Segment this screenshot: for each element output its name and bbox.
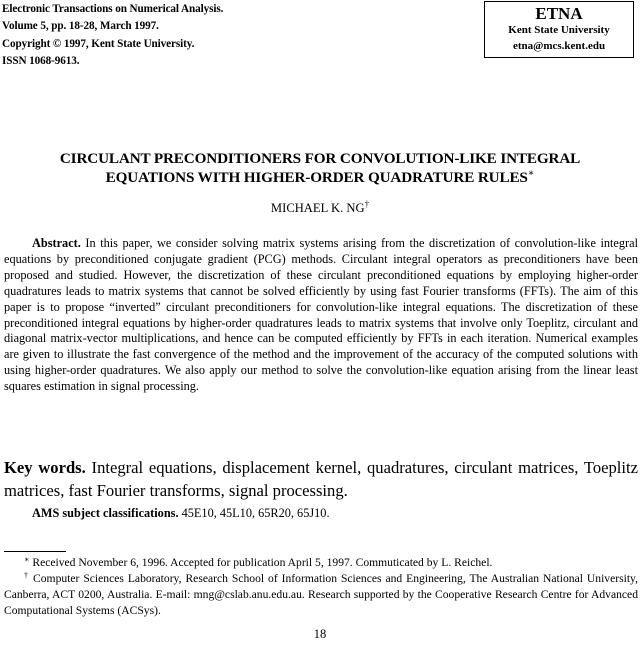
keywords-text: Integral equations, displacement kernel, quadratures, circulant matrices, Toeplitz matrices, fast Fourier transforms, signal processing. [4, 458, 638, 500]
footnote-mark: ∗ [24, 555, 30, 564]
page-number: 18 [313, 627, 327, 641]
paper-title [0, 149, 640, 187]
ams-codes: 45E10, 45L10, 65R20, 65J10. [181, 506, 330, 520]
title-footnote-mark: ∗ [527, 168, 535, 179]
abstract-text: In this paper, we consider solving matrix systems arising from the discretization of convolution-like integral equations by preconditioned conjugate gradient (PCG) methods. Circulant integral operators as preconditioners have been proposed and studied. However, the discretization of these circulant preconditioned equations by employing higher-order quadratures leads to matrix systems that cannot be solved efficiently by using fast Fourier transforms (FFTs). The aim of this paper is to propose “inverted” circulant preconditioners for convolution-like integral equations. The discretization of these preconditioned integral equations by higher-order quadratures leads to matrix systems that involve only Toeplitz, circulant and diagonal matrix-vector multiplications, and hence can be computed efficiently by FFTs in each iteration. Numerical examples are given to illustrate the fast convergence of the method and the improvement of the accuracy of the computed solutions with using higher-order quadratures. We also apply our method to solve the convolution-like equation arising from the linear least squares estimation in signal processing. [4, 236, 639, 394]
footnote-received [4, 555, 638, 571]
paper-title-line1: CIRCULANT PRECONDITIONERS FOR CONVOLUTION-LIKE INTEGRAL [59, 150, 581, 167]
author-line [0, 200, 640, 216]
etna-email: etna@mcs.kent.edu [512, 40, 606, 52]
keywords [4, 457, 638, 502]
journal-info [2, 1, 223, 70]
footnotes [4, 555, 638, 619]
journal-issn-line: ISSN 1068-9613. [2, 54, 80, 67]
journal-volume-line: Volume 5, pp. 18-28, March 1997. [2, 20, 159, 33]
ams-classifications [32, 505, 330, 521]
footnote-divider [4, 551, 66, 552]
footnote-text: Received November 6, 1996. Accepted for publication April 5, 1997. Commuticated by L. Reichel. [32, 556, 493, 569]
footnote-affiliation [4, 571, 638, 619]
etna-university: Kent State University [508, 24, 610, 36]
paper-title-line2: EQUATIONS WITH HIGHER-ORDER QUADRATURE RULES [105, 169, 528, 186]
author-footnote-mark: † [364, 199, 370, 209]
abstract [4, 236, 638, 395]
journal-copyright-line: Copyright © 1997, Kent State University. [2, 37, 195, 50]
abstract-label: Abstract. [32, 236, 81, 250]
paper-title-line2-wrap [0, 168, 640, 187]
journal-name-line: Electronic Transactions on Numerical Analysis. [2, 3, 224, 15]
footnote-mark: † [24, 571, 30, 580]
keywords-label: Key words. [4, 458, 86, 477]
etna-title: ETNA [535, 4, 583, 23]
footnote-text: Computer Sciences Laboratory, Research School of Information Sciences and Engineering, The Australian National University, Canberra, ACT 0200, Australia. E-mail: mng@cslab.anu.edu.au. Research supported by the Cooperative Research Centre for Advanced Computational Systems (ACSys). [4, 572, 639, 617]
ams-label: AMS subject classifications. [32, 506, 179, 520]
etna-header-box [484, 1, 634, 58]
author-name: MICHAEL K. NG [270, 201, 365, 215]
